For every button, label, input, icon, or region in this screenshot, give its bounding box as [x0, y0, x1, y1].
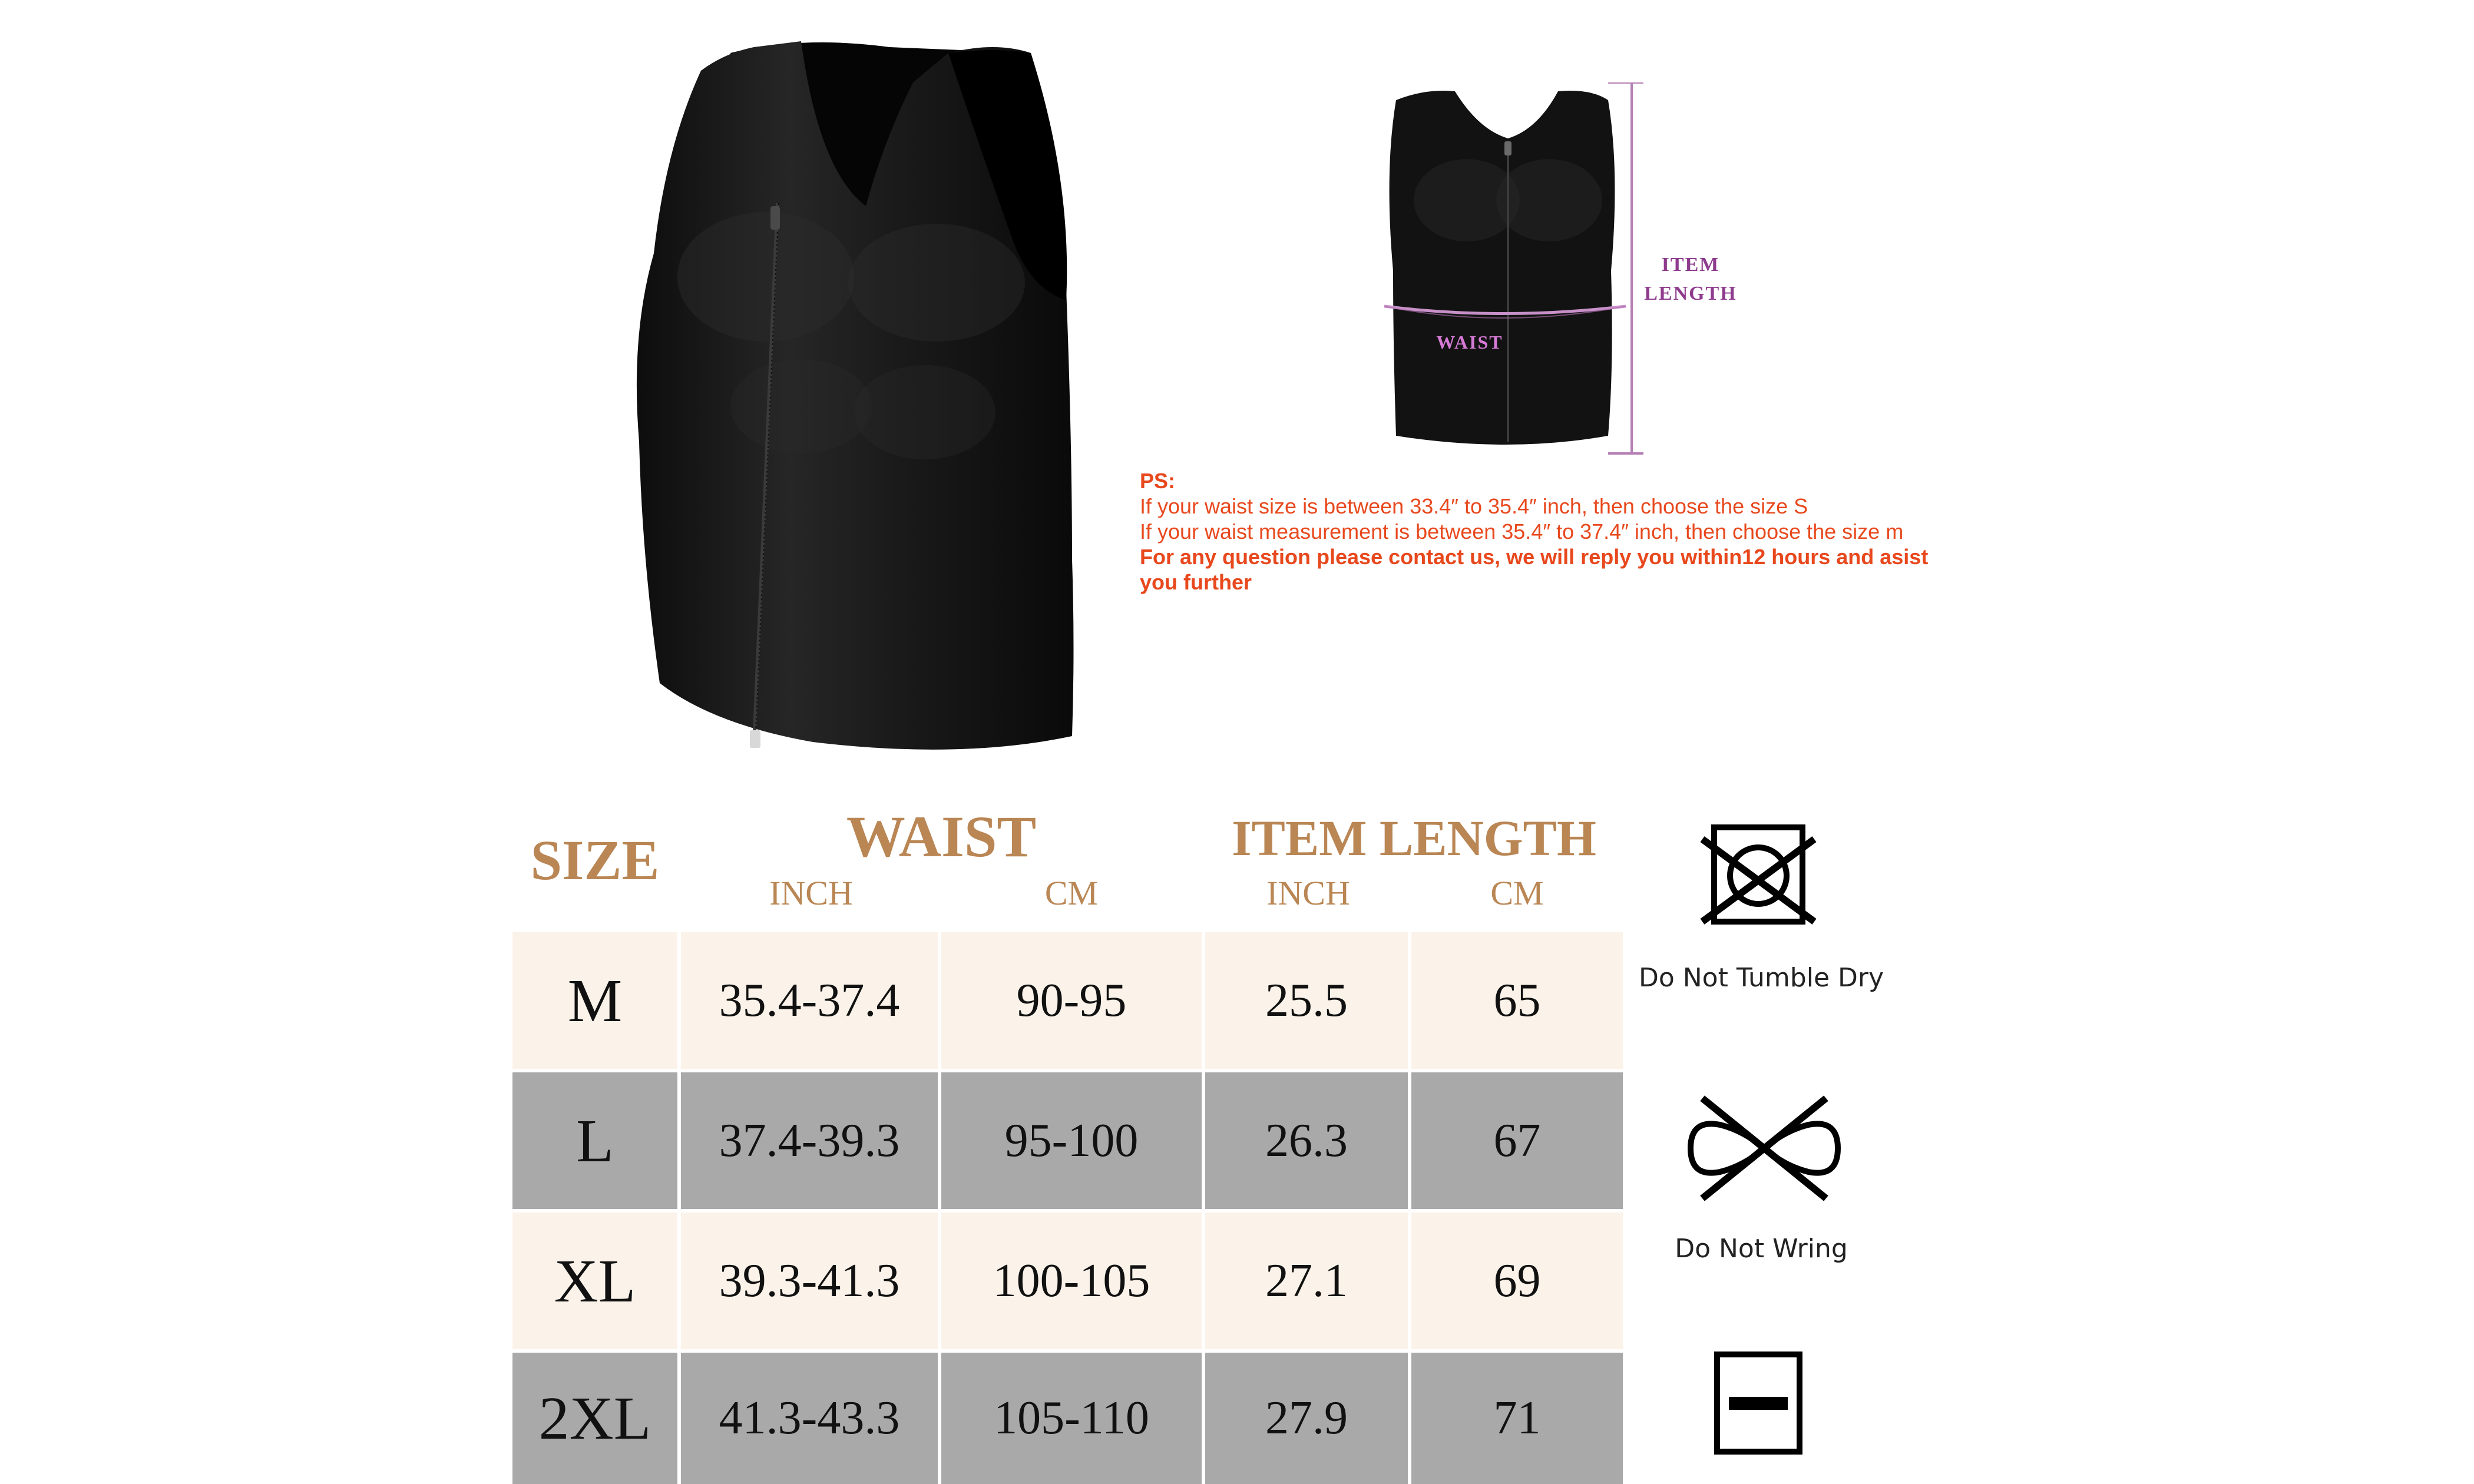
- header-length-cm: CM: [1490, 874, 1544, 912]
- dry-flat-icon: [1711, 1349, 1805, 1458]
- cell-length-cm: 69: [1411, 1213, 1623, 1349]
- notes-ps: PS:: [1140, 469, 1176, 493]
- table-row: [512, 1213, 1623, 1353]
- cell-length-inch: 25.5: [1205, 932, 1408, 1069]
- header-waist-cm: CM: [1044, 874, 1099, 912]
- cell-waist-inch: 39.3-41.3: [681, 1213, 938, 1349]
- item-length-label: ITEM LENGTH: [1644, 254, 1737, 305]
- cell-size: L: [512, 1072, 677, 1209]
- header-waist: WAIST: [846, 804, 1037, 869]
- notes-line-1: If your waist size is between 33.4″ to 35.4″ inch, then choose the size S: [1140, 494, 1808, 518]
- header-size: SIZE: [530, 829, 660, 892]
- cell-waist-cm: 100-105: [941, 1213, 1202, 1349]
- cell-waist-inch: 37.4-39.3: [681, 1072, 938, 1209]
- cell-size: XL: [512, 1213, 677, 1349]
- notes-line-4: you further: [1140, 570, 1252, 594]
- cell-waist-inch: 35.4-37.4: [681, 932, 938, 1069]
- cell-size: 2XL: [512, 1353, 677, 1484]
- header-item-length: ITEM LENGTH: [1232, 810, 1596, 866]
- cell-length-cm: 71: [1411, 1353, 1623, 1484]
- care-label-tumble-dry: Do Not Tumble Dry: [1638, 963, 1884, 993]
- do-not-wring-icon: [1679, 1089, 1850, 1207]
- waist-diagram-label: WAIST: [1436, 332, 1503, 353]
- do-not-tumble-dry-icon: [1696, 816, 1820, 939]
- table-row: [512, 932, 1623, 1072]
- care-label-wring: Do Not Wring: [1675, 1234, 1848, 1264]
- cell-length-inch: 27.1: [1205, 1213, 1408, 1349]
- header-length-inch: INCH: [1266, 874, 1350, 912]
- cell-waist-cm: 95-100: [941, 1072, 1202, 1209]
- cell-waist-inch: 41.3-43.3: [681, 1353, 938, 1484]
- vest-front-photo: [607, 29, 1125, 771]
- notes-line-2: If your waist measurement is between 35.4″ to 37.4″ inch, then choose the size m: [1140, 519, 1904, 544]
- cell-size: M: [512, 932, 677, 1069]
- cell-length-inch: 27.9: [1205, 1353, 1408, 1484]
- cell-waist-cm: 105-110: [941, 1353, 1202, 1484]
- cell-length-cm: 65: [1411, 932, 1623, 1069]
- cell-length-cm: 67: [1411, 1072, 1623, 1209]
- table-row: [512, 1072, 1623, 1213]
- size-notes: [1140, 468, 2023, 595]
- header-waist-inch: INCH: [769, 874, 853, 912]
- size-table: [512, 792, 1623, 1484]
- cell-waist-cm: 90-95: [941, 932, 1202, 1069]
- notes-line-3: For any question please contact us, we will reply you within12 hours and asist: [1140, 545, 1929, 569]
- cell-length-inch: 26.3: [1205, 1072, 1408, 1209]
- table-row: [512, 1353, 1623, 1484]
